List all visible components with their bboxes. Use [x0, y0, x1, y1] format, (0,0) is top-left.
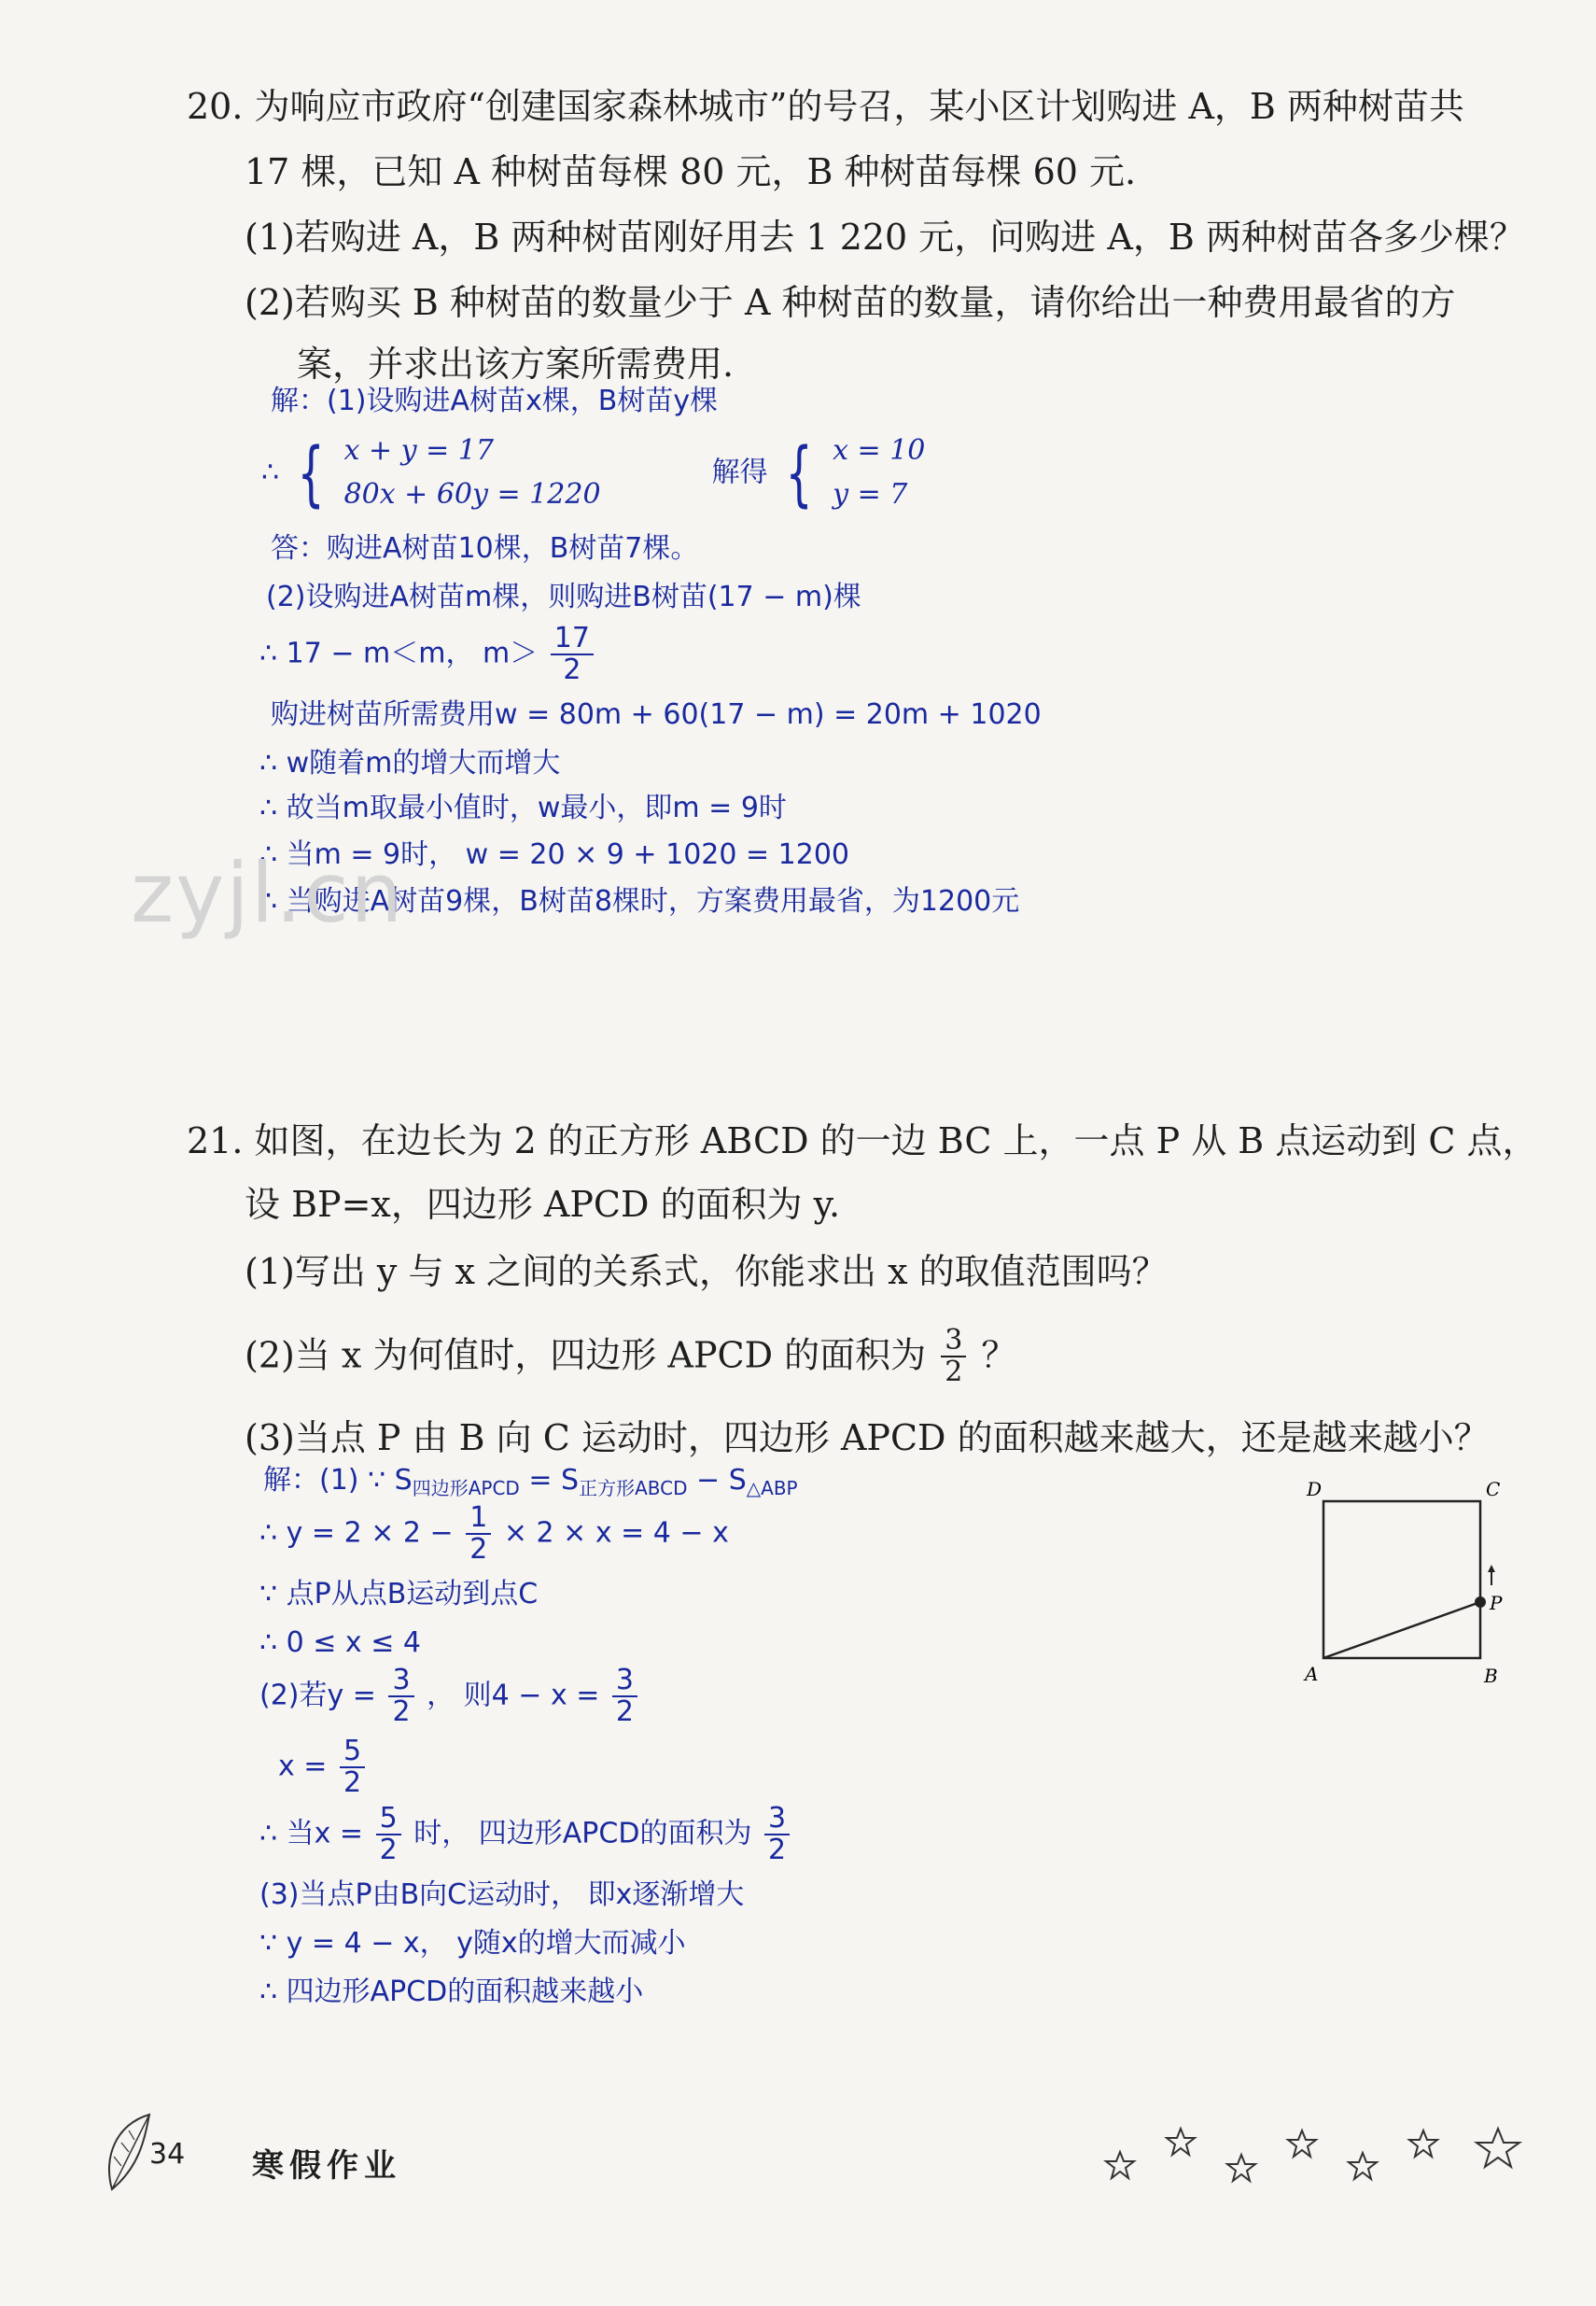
subscript-abp: △ABP — [746, 1477, 798, 1499]
numerator: 3 — [764, 1804, 790, 1835]
q20-line2: 17 棵，已知 A 种树苗每棵 80 元，B 种树苗每棵 60 元. — [245, 151, 1137, 192]
when-x: ∴ 当x = — [259, 1817, 364, 1850]
label-b: B — [1484, 1665, 1498, 1687]
expr-part2: × 2 × x = 4 − x — [503, 1516, 729, 1550]
q20-line1: 20. 为响应市政府“创建国家森林城市”的号召，某小区计划购进 A，B 两种树苗共 — [187, 86, 1464, 127]
equation-system — [344, 429, 601, 516]
fraction — [551, 624, 594, 684]
a21-row2 — [259, 1503, 729, 1564]
inequality: ∴ 17 − m＜m， m＞ — [259, 637, 539, 670]
question-mark: ？ — [981, 1334, 1017, 1376]
numerator: 1 — [466, 1503, 491, 1535]
denominator: 2 — [343, 1765, 362, 1799]
label-c: C — [1486, 1478, 1501, 1500]
area-statement: 时， 四边形APCD的面积为 — [413, 1817, 752, 1850]
a21-row8: (3)当点P由B向C运动时， 即x逐渐增大 — [259, 1878, 745, 1911]
fraction — [466, 1503, 491, 1564]
solution-system — [833, 429, 925, 516]
watermark-text: zyjl.cn — [131, 845, 405, 941]
a20-row7: ∴ w随着m的增大而增大 — [259, 747, 561, 780]
a21-row9: ∵ y = 4 − x， y随x的增大而减小 — [259, 1927, 686, 1960]
if-y: (2)若y = — [259, 1679, 376, 1712]
a20-row9: ∴ 当m = 9时， w = 20 × 9 + 1020 = 1200 — [259, 838, 850, 871]
a20-row10: ∴ 当购进A树苗9棵，B树苗8棵时，方案费用最省，为1200元 — [259, 885, 1020, 918]
a21-row1 — [263, 1464, 798, 1499]
q21-part3: (3)当点 P 由 B 向 C 运动时，四边形 APCD 的面积越来越大，还是越来越小？ — [245, 1417, 1490, 1458]
denominator: 2 — [945, 1355, 963, 1388]
numerator: 5 — [376, 1804, 401, 1835]
denominator: 2 — [379, 1833, 398, 1866]
a20-row6: 购进树苗所需费用w = 80m + 60(17 − m) = 20m + 1020 — [271, 698, 1042, 731]
a21-row5 — [259, 1666, 641, 1726]
solution-2: y = 7 — [833, 477, 908, 511]
area-eq-part1: 解：(1) ∵ S — [263, 1464, 413, 1497]
a21-row3: ∵ 点P从点B运动到点C — [259, 1578, 539, 1610]
x-equals: x = — [278, 1750, 328, 1783]
star-icon — [1106, 2129, 1519, 2181]
page-number: 34 — [149, 2138, 186, 2171]
a21-row10: ∴ 四边形APCD的面积越来越小 — [259, 1976, 644, 2008]
numerator: 3 — [612, 1666, 637, 1697]
page-footer — [103, 2110, 1531, 2194]
numerator: 17 — [551, 624, 594, 655]
area-eq-part2: = S — [519, 1464, 580, 1497]
numerator: 3 — [388, 1666, 413, 1697]
solution-1: x = 10 — [833, 434, 926, 467]
brace-glyph: { — [785, 430, 813, 514]
denominator: 2 — [768, 1833, 787, 1866]
numerator: 5 — [340, 1737, 365, 1768]
fraction — [340, 1737, 365, 1797]
fraction — [764, 1804, 790, 1864]
label-d: D — [1307, 1478, 1323, 1500]
decorative-stars — [1101, 2110, 1531, 2194]
a20-row5 — [259, 624, 597, 684]
q20-part2-cont: 案，并求出该方案所需费用. — [297, 344, 735, 385]
label-p: P — [1490, 1592, 1503, 1614]
label-a: A — [1305, 1663, 1319, 1685]
q20-part1: (1)若购进 A，B 两种树苗刚好用去 1 220 元，问购进 A，B 两种树苗各多少棵？ — [245, 217, 1525, 258]
denominator: 2 — [563, 653, 581, 686]
fraction — [941, 1326, 966, 1386]
a21-row7 — [259, 1804, 793, 1864]
q21-part2 — [245, 1326, 1016, 1386]
q21-part2-text: (2)当 x 为何值时，四边形 APCD 的面积为 — [245, 1334, 927, 1376]
then-expr: ， 则4 − x = — [427, 1679, 600, 1712]
denominator: 2 — [615, 1694, 635, 1728]
q21-part1: (1)写出 y 与 x 之间的关系式，你能求出 x 的取值范围吗？ — [245, 1251, 1168, 1292]
a20-row3: 答：购进A树苗10棵，B树苗7棵。 — [271, 532, 699, 565]
a20-row8: ∴ 故当m取最小值时，w最小，即m = 9时 — [259, 792, 787, 824]
area-eq-part3: − S — [687, 1464, 747, 1497]
a20-row1: 解：(1)设购进A树苗x棵，B树苗y棵 — [271, 385, 719, 417]
series-title: 寒假作业 — [252, 2147, 401, 2185]
denominator: 2 — [469, 1532, 488, 1566]
subscript-abcd: 正方形ABCD — [579, 1477, 688, 1499]
solve-label: 解得 — [711, 456, 768, 489]
q21-line2: 设 BP=x，四边形 APCD 的面积为 y. — [245, 1184, 841, 1225]
denominator: 2 — [392, 1694, 411, 1728]
fraction — [612, 1666, 637, 1726]
square-abcd — [1323, 1501, 1480, 1658]
point-p — [1475, 1596, 1486, 1608]
a21-row6 — [278, 1737, 369, 1797]
expr-part1: ∴ y = 2 × 2 − — [259, 1516, 454, 1550]
segment-ap — [1323, 1602, 1480, 1658]
subscript-apcd: 四边形APCD — [412, 1477, 520, 1499]
brace-glyph: { — [297, 430, 325, 514]
a21-row4: ∴ 0 ≤ x ≤ 4 — [259, 1626, 421, 1659]
fraction — [376, 1804, 401, 1864]
a20-system — [261, 429, 925, 516]
numerator: 3 — [941, 1326, 966, 1357]
equation-1: x + y = 17 — [343, 434, 495, 467]
q21-line1: 21. 如图，在边长为 2 的正方形 ABCD 的一边 BC 上，一点 P 从 B 点运动到 C 点， — [187, 1120, 1538, 1161]
fraction — [388, 1666, 413, 1726]
a20-row4: (2)设购进A树苗m棵，则购进B树苗(17 − m)棵 — [266, 581, 861, 613]
q20-part2: (2)若购买 B 种树苗的数量少于 A 种树苗的数量，请你给出一种费用最省的方 — [245, 282, 1456, 323]
therefore-symbol: ∴ — [261, 456, 280, 489]
arrow-head-icon — [1488, 1565, 1495, 1572]
equation-2: 80x + 60y = 1220 — [343, 477, 601, 511]
square-figure — [1297, 1475, 1521, 1690]
